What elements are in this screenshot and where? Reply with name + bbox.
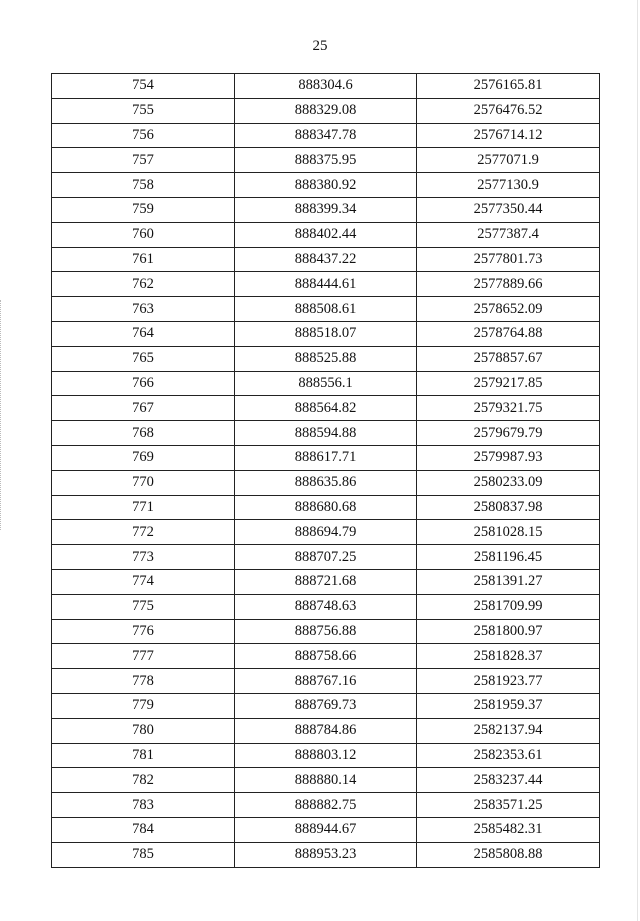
- y-coordinate-cell: 2578652.09: [417, 297, 600, 322]
- table-row: [52, 74, 600, 99]
- y-coordinate-cell: 2582353.61: [417, 743, 600, 768]
- point-number-cell: 766: [52, 371, 235, 396]
- point-number-cell: 760: [52, 222, 235, 247]
- table-row: [52, 197, 600, 222]
- x-coordinate-cell: 888721.68: [235, 569, 417, 594]
- point-number-cell: 774: [52, 569, 235, 594]
- point-number-cell: 772: [52, 520, 235, 545]
- x-coordinate-cell: 888525.88: [235, 346, 417, 371]
- y-coordinate-cell: 2583237.44: [417, 768, 600, 793]
- y-coordinate-cell: 2579987.93: [417, 445, 600, 470]
- point-number-cell: 775: [52, 594, 235, 619]
- page-number: 25: [312, 38, 328, 54]
- table-row: [52, 222, 600, 247]
- point-number-cell: 771: [52, 495, 235, 520]
- point-number-cell: 761: [52, 247, 235, 272]
- y-coordinate-cell: 2577387.4: [417, 222, 600, 247]
- x-coordinate-cell: 888444.61: [235, 272, 417, 297]
- point-number-cell: 785: [52, 842, 235, 867]
- table-row: [52, 520, 600, 545]
- y-coordinate-cell: 2577071.9: [417, 148, 600, 173]
- table-row: [52, 247, 600, 272]
- table-row: [52, 123, 600, 148]
- table-row: [52, 817, 600, 842]
- x-coordinate-cell: 888694.79: [235, 520, 417, 545]
- y-coordinate-cell: 2581959.37: [417, 693, 600, 718]
- y-coordinate-cell: 2578857.67: [417, 346, 600, 371]
- y-coordinate-cell: 2579217.85: [417, 371, 600, 396]
- x-coordinate-cell: 888347.78: [235, 123, 417, 148]
- table-row: [52, 98, 600, 123]
- point-number-cell: 780: [52, 718, 235, 743]
- y-coordinate-cell: 2577350.44: [417, 197, 600, 222]
- x-coordinate-cell: 888680.68: [235, 495, 417, 520]
- point-number-cell: 783: [52, 793, 235, 818]
- x-coordinate-cell: 888769.73: [235, 693, 417, 718]
- x-coordinate-cell: 888437.22: [235, 247, 417, 272]
- table-row: [52, 272, 600, 297]
- table-row: [52, 644, 600, 669]
- x-coordinate-cell: 888756.88: [235, 619, 417, 644]
- y-coordinate-cell: 2581196.45: [417, 545, 600, 570]
- x-coordinate-cell: 888399.34: [235, 197, 417, 222]
- y-coordinate-cell: 2581709.99: [417, 594, 600, 619]
- y-coordinate-cell: 2581391.27: [417, 569, 600, 594]
- table-row: [52, 594, 600, 619]
- binding-margin-mark: [0, 300, 3, 530]
- y-coordinate-cell: 2579679.79: [417, 421, 600, 446]
- table-row: [52, 793, 600, 818]
- coordinate-table: [51, 73, 600, 868]
- page-edge-line: [637, 0, 638, 921]
- x-coordinate-cell: 888617.71: [235, 445, 417, 470]
- table-row: [52, 297, 600, 322]
- table-row: [52, 619, 600, 644]
- y-coordinate-cell: 2577889.66: [417, 272, 600, 297]
- x-coordinate-cell: 888518.07: [235, 321, 417, 346]
- y-coordinate-cell: 2579321.75: [417, 396, 600, 421]
- point-number-cell: 773: [52, 545, 235, 570]
- point-number-cell: 755: [52, 98, 235, 123]
- x-coordinate-cell: 888767.16: [235, 669, 417, 694]
- point-number-cell: 768: [52, 421, 235, 446]
- y-coordinate-cell: 2581028.15: [417, 520, 600, 545]
- y-coordinate-cell: 2576165.81: [417, 74, 600, 99]
- table-row: [52, 718, 600, 743]
- y-coordinate-cell: 2576476.52: [417, 98, 600, 123]
- table-row: [52, 768, 600, 793]
- point-number-cell: 779: [52, 693, 235, 718]
- x-coordinate-cell: 888508.61: [235, 297, 417, 322]
- x-coordinate-cell: 888594.88: [235, 421, 417, 446]
- point-number-cell: 763: [52, 297, 235, 322]
- y-coordinate-cell: 2580837.98: [417, 495, 600, 520]
- table-row: [52, 545, 600, 570]
- x-coordinate-cell: 888635.86: [235, 470, 417, 495]
- table-row: [52, 445, 600, 470]
- table-row: [52, 321, 600, 346]
- point-number-cell: 769: [52, 445, 235, 470]
- table-row: [52, 173, 600, 198]
- table-row: [52, 743, 600, 768]
- table-row: [52, 396, 600, 421]
- y-coordinate-cell: 2578764.88: [417, 321, 600, 346]
- x-coordinate-cell: 888304.6: [235, 74, 417, 99]
- x-coordinate-cell: 888556.1: [235, 371, 417, 396]
- table-row: [52, 421, 600, 446]
- y-coordinate-cell: 2577801.73: [417, 247, 600, 272]
- point-number-cell: 776: [52, 619, 235, 644]
- point-number-cell: 764: [52, 321, 235, 346]
- x-coordinate-cell: 888880.14: [235, 768, 417, 793]
- x-coordinate-cell: 888784.86: [235, 718, 417, 743]
- x-coordinate-cell: 888375.95: [235, 148, 417, 173]
- y-coordinate-cell: 2581800.97: [417, 619, 600, 644]
- coordinate-table-body: [52, 74, 600, 868]
- x-coordinate-cell: 888944.67: [235, 817, 417, 842]
- table-row: [52, 470, 600, 495]
- point-number-cell: 759: [52, 197, 235, 222]
- y-coordinate-cell: 2585482.31: [417, 817, 600, 842]
- x-coordinate-cell: 888564.82: [235, 396, 417, 421]
- table-row: [52, 148, 600, 173]
- point-number-cell: 758: [52, 173, 235, 198]
- point-number-cell: 770: [52, 470, 235, 495]
- x-coordinate-cell: 888402.44: [235, 222, 417, 247]
- y-coordinate-cell: 2580233.09: [417, 470, 600, 495]
- point-number-cell: 765: [52, 346, 235, 371]
- y-coordinate-cell: 2582137.94: [417, 718, 600, 743]
- point-number-cell: 756: [52, 123, 235, 148]
- table-row: [52, 569, 600, 594]
- y-coordinate-cell: 2577130.9: [417, 173, 600, 198]
- point-number-cell: 784: [52, 817, 235, 842]
- y-coordinate-cell: 2583571.25: [417, 793, 600, 818]
- point-number-cell: 782: [52, 768, 235, 793]
- table-row: [52, 669, 600, 694]
- y-coordinate-cell: 2581923.77: [417, 669, 600, 694]
- x-coordinate-cell: 888329.08: [235, 98, 417, 123]
- point-number-cell: 781: [52, 743, 235, 768]
- point-number-cell: 767: [52, 396, 235, 421]
- table-row: [52, 693, 600, 718]
- x-coordinate-cell: 888882.75: [235, 793, 417, 818]
- point-number-cell: 778: [52, 669, 235, 694]
- point-number-cell: 754: [52, 74, 235, 99]
- y-coordinate-cell: 2581828.37: [417, 644, 600, 669]
- point-number-cell: 757: [52, 148, 235, 173]
- x-coordinate-cell: 888748.63: [235, 594, 417, 619]
- x-coordinate-cell: 888803.12: [235, 743, 417, 768]
- x-coordinate-cell: 888953.23: [235, 842, 417, 867]
- table-row: [52, 371, 600, 396]
- y-coordinate-cell: 2576714.12: [417, 123, 600, 148]
- point-number-cell: 762: [52, 272, 235, 297]
- y-coordinate-cell: 2585808.88: [417, 842, 600, 867]
- x-coordinate-cell: 888707.25: [235, 545, 417, 570]
- table-row: [52, 842, 600, 867]
- x-coordinate-cell: 888380.92: [235, 173, 417, 198]
- table-row: [52, 346, 600, 371]
- table-row: [52, 495, 600, 520]
- x-coordinate-cell: 888758.66: [235, 644, 417, 669]
- point-number-cell: 777: [52, 644, 235, 669]
